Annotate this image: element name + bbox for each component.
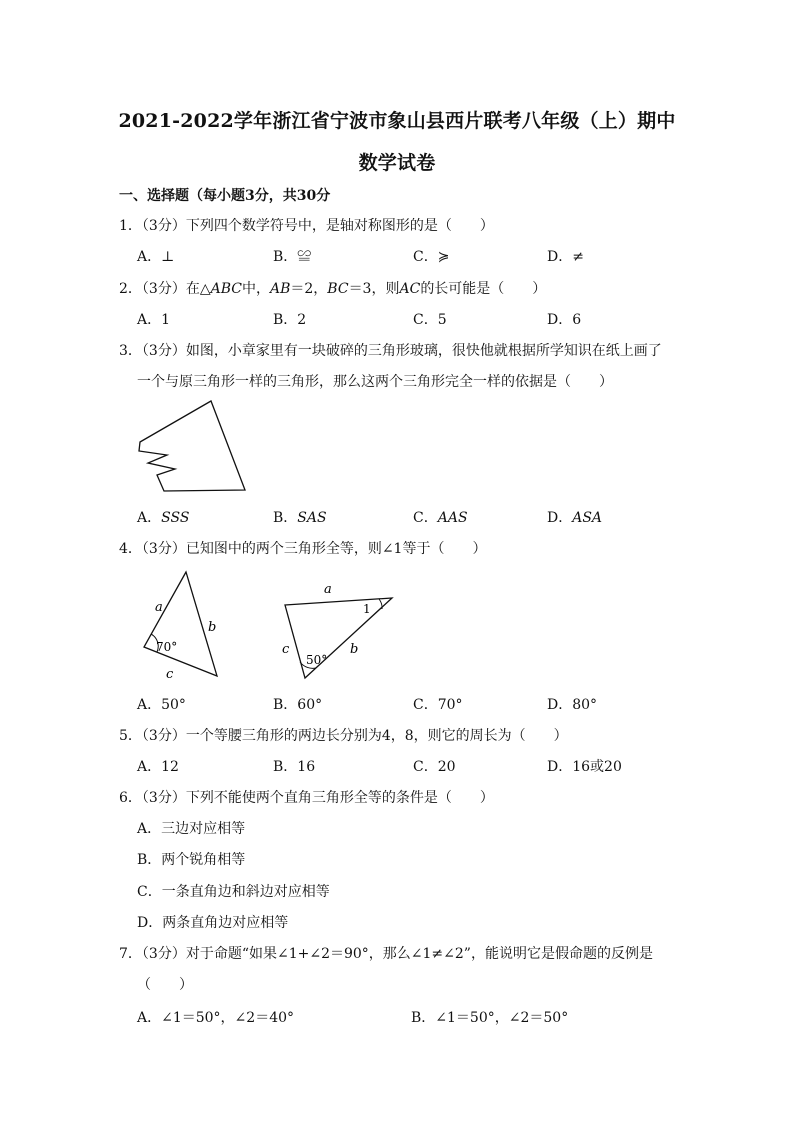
q3-option-b-value: SAS	[297, 510, 327, 526]
q1-option-a: A．⊥	[137, 249, 175, 265]
q2-triangle-name: ABC	[210, 281, 242, 297]
left-side-a-label: a	[155, 600, 163, 615]
q2-side-ab: AB	[269, 281, 291, 297]
q2-option-d: D．6	[547, 312, 582, 328]
q5-option-c: C．20	[413, 759, 456, 775]
q1-option-c: C．≽	[413, 249, 450, 265]
q3-option-d-prefix: D．	[547, 510, 573, 526]
q1-option-d: D．≠	[547, 249, 584, 265]
q4-stem: 4．（3分）已知图中的两个三角形全等，则∠1等于（ ）	[119, 541, 487, 557]
q1-option-b: B．≌	[273, 249, 312, 265]
q6-stem: 6．（3分）下列不能使两个直角三角形全等的条件是（ ）	[119, 790, 494, 806]
q3-option-b-prefix: B．	[273, 510, 298, 526]
left-side-b-label: b	[208, 620, 217, 635]
q2-option-c: C．5	[413, 312, 447, 328]
q5-option-d: D．16或20	[547, 759, 622, 775]
q7-option-b: B．∠1＝50°，∠2＝50°	[411, 1010, 569, 1026]
q2-side-ac: AC	[399, 281, 421, 297]
right-angle-1-label: 1	[363, 602, 371, 616]
right-angle-label: 50°	[306, 653, 328, 667]
q4-option-d: D．80°	[547, 697, 598, 713]
q2-side-bc: BC	[327, 281, 349, 297]
q4-right-triangle	[282, 582, 392, 678]
q3-stem-line1: 3．（3分）如图，小章家里有一块破碎的三角形玻璃，很快他就根据所学知识在纸上画了	[119, 343, 662, 359]
q7-stem-line1: 7．（3分）对于命题“如果∠1+∠2＝90°，那么∠1≠∠2”，能说明它是假命题的反例是	[119, 946, 653, 962]
exam-title-line1: 2021-2022学年浙江省宁波市象山县西片联考八年级（上）期中	[118, 110, 676, 132]
q3-option-a	[137, 508, 189, 528]
q2-stem-suffix: 的长可能是（ ）	[420, 281, 547, 297]
q2-option-b: B．2	[273, 312, 307, 328]
q4-figures	[130, 565, 430, 695]
broken-glass-shape	[139, 401, 245, 491]
right-side-b-label: b	[350, 642, 359, 657]
q3-option-d-value: ASA	[572, 510, 603, 526]
q2-stem-prefix: 2．（3分）在△	[119, 281, 211, 297]
q1-stem: 1．（3分）下列四个数学符号中，是轴对称图形的是（ ）	[119, 218, 494, 234]
q5-stem: 5．（3分）一个等腰三角形的两边长分别为4，8，则它的周长为（ ）	[119, 728, 568, 744]
q4-option-b: B．60°	[273, 697, 323, 713]
q4-option-c: C．70°	[413, 697, 463, 713]
q3-option-c	[413, 508, 468, 528]
q6-option-c: C．一条直角边和斜边对应相等	[137, 884, 330, 900]
section-heading: 一、选择题（每小题3分，共30分	[119, 188, 331, 204]
q3-option-a-value: SSS	[161, 510, 190, 526]
q7-stem-line2: （ ）	[137, 977, 193, 993]
q6-option-d: D．两条直角边对应相等	[137, 915, 289, 931]
right-side-a-label: a	[324, 582, 332, 597]
q5-option-a: A．12	[137, 759, 179, 775]
q4-option-a: A．50°	[137, 697, 186, 713]
q2-stem-mid3: ＝3，则	[348, 281, 400, 297]
q3-option-d	[547, 508, 602, 528]
q7-option-a: A．∠1＝50°，∠2＝40°	[137, 1010, 295, 1026]
q6-option-a: A．三边对应相等	[137, 821, 246, 837]
right-side-c-label: c	[282, 642, 290, 657]
q3-option-c-value: AAS	[437, 510, 468, 526]
q3-option-b	[273, 508, 327, 528]
q2-stem	[119, 279, 546, 299]
q3-stem-line2: 一个与原三角形一样的三角形，那么这两个三角形完全一样的依据是（ ）	[137, 374, 613, 390]
q3-option-a-prefix: A．	[137, 510, 162, 526]
exam-title-line2: 数学试卷	[358, 152, 436, 174]
q6-option-b: B．两个锐角相等	[137, 852, 246, 868]
left-side-c-label: c	[166, 667, 174, 682]
q4-left-triangle	[144, 572, 217, 682]
q2-stem-mid1: 中，	[241, 281, 270, 297]
q3-broken-triangle-figure	[135, 398, 255, 498]
left-angle-label: 70°	[156, 640, 178, 654]
q2-stem-mid2: ＝2，	[290, 281, 328, 297]
q5-option-b: B．16	[273, 759, 316, 775]
q3-option-c-prefix: C．	[413, 510, 438, 526]
q2-option-a: A．1	[137, 312, 171, 328]
